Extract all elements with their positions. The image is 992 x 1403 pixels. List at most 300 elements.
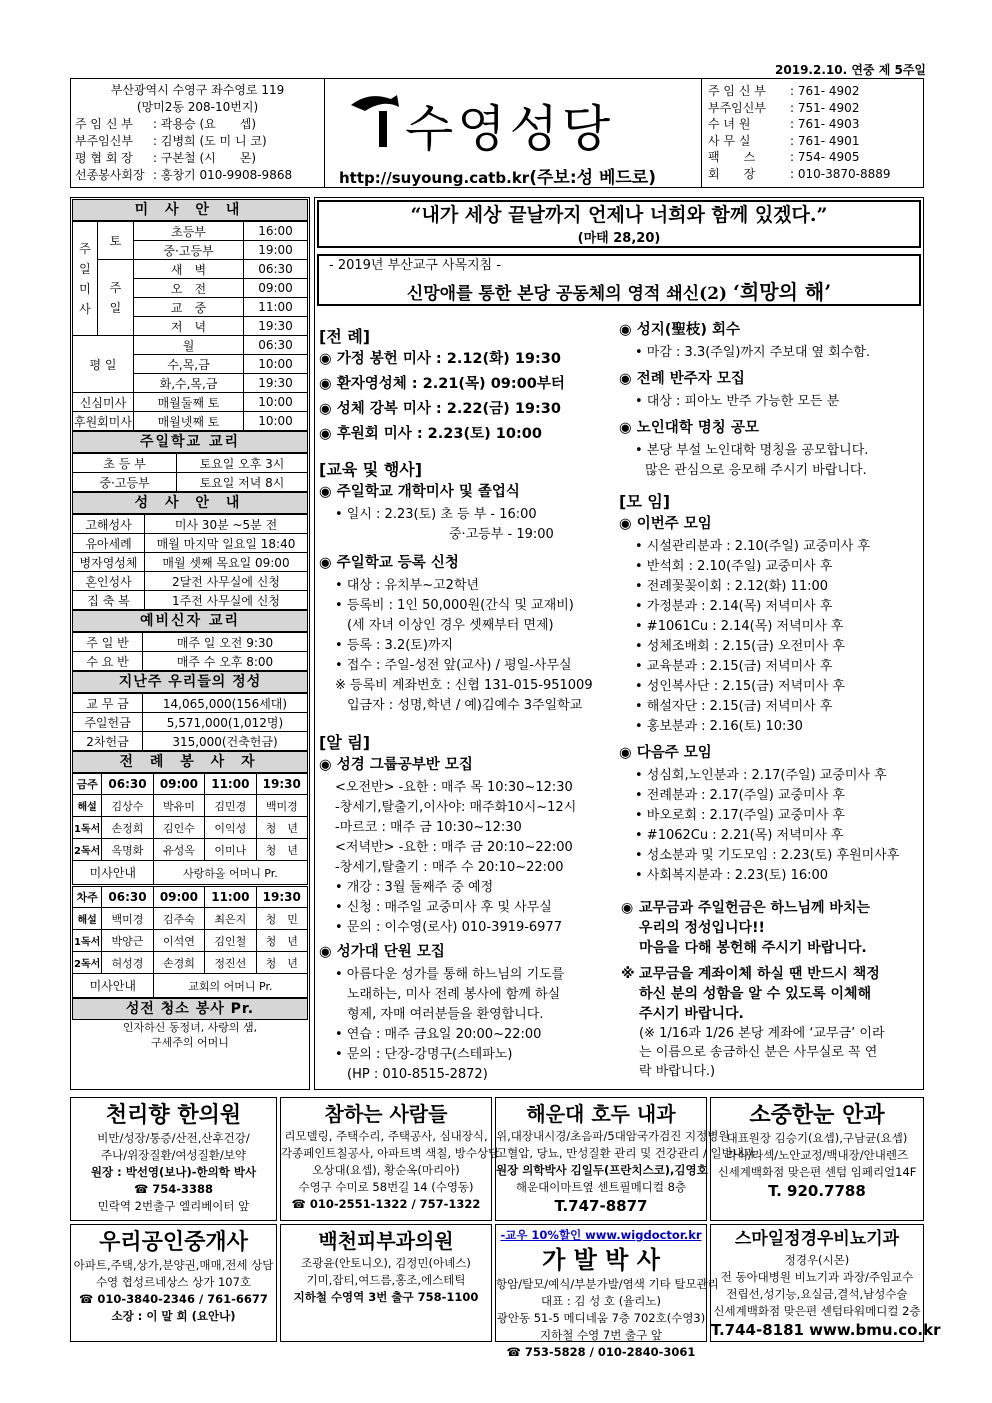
- ad-line: 수영구 수미로 58번길 14 (수영동): [298, 1180, 474, 1194]
- ad-line: 조광윤(안토니오), 김정민(아녜스): [301, 1256, 471, 1270]
- staff-name: 홍창기 010-9908-9868: [160, 168, 293, 182]
- staff-row: [75, 167, 320, 184]
- servers-head-cell: 금주: [73, 774, 102, 795]
- mass-cell: 10:00: [244, 393, 308, 412]
- list-line: • 아름다운 성가를 통해 하느님의 기도를: [335, 967, 565, 982]
- phone-number: 761- 4902: [797, 84, 860, 98]
- ad-box: [280, 1224, 492, 1342]
- liturgy-list: [319, 347, 617, 447]
- sun-label: 주 일: [97, 260, 133, 336]
- list-line: -창세기,탈출기,이사야: 매주화10시~12시: [335, 800, 577, 815]
- ad-line: 위,대장내시경/초음파/5대암국가검진 지정병원: [496, 1129, 730, 1143]
- catechumen-title: 예비신자 교리: [72, 610, 308, 632]
- liturgy-item: ◉ 환자영성체 : 2.21(목) 09:00부터: [319, 376, 565, 392]
- mass-cell: 저 녁: [133, 317, 243, 336]
- servers-cell: 해설: [73, 795, 102, 817]
- guide-value: 사랑하올 어머니 Pr.: [153, 861, 307, 885]
- school-title: 주일학교 교리: [72, 431, 308, 453]
- colon: :: [790, 166, 798, 181]
- servers-head-cell: 19:30: [256, 774, 307, 795]
- servers-cell: 백미경: [102, 908, 153, 930]
- servers-head-cell: 06:30: [102, 774, 153, 795]
- servers-tables: [72, 773, 308, 998]
- notice-item: ◉ 성가대 단원 모집: [319, 944, 445, 960]
- address-detail: (망미2동 208-10번지): [136, 100, 259, 114]
- table-row: [73, 652, 308, 671]
- tithe-line: [619, 1024, 921, 1043]
- notice-title: [알 림]: [319, 733, 371, 752]
- list-line: 노래하는, 미사 전례 봉사에 함께 하실: [347, 987, 561, 1002]
- offering-title: 지난주 우리들의 정성: [72, 671, 308, 693]
- liturgy-text: 성체 강복 미사 : 2.22(금) 19:30: [336, 401, 561, 417]
- notice-item: ◉ 성경 그룹공부반 모집: [319, 757, 473, 773]
- staff-name: 김병희 (도 미 니 코): [160, 134, 267, 148]
- row-label: 혼인성사: [73, 572, 145, 591]
- servers-cell: 2독서: [73, 839, 102, 861]
- bullet-icon: ※: [621, 966, 635, 982]
- servers-cell: 김인철: [205, 930, 256, 952]
- list-line: • 성체조배회 : 2.15(금) 오전미사 후: [635, 639, 845, 654]
- tithe-line: [619, 898, 921, 918]
- tithe-line: [619, 1062, 921, 1081]
- mass-cell: 수,목,금: [133, 355, 243, 374]
- mass-cell: 19:30: [244, 317, 308, 336]
- list-line: • 성심회,노인분과 : 2.17(주일) 교중미사 후: [635, 768, 887, 783]
- ad-title: 소중한눈 안과: [749, 1102, 885, 1128]
- ad-title: 해운대 호두 내과: [526, 1102, 676, 1126]
- colon: :: [790, 150, 798, 164]
- mass-title: 미 사 안 내: [72, 199, 308, 221]
- list-line: 입금자 : 성명,학년 / 예)김예수 3주일학교: [347, 698, 583, 713]
- tithe-text: (※ 1/16과 1/26 본당 계좌에 ‘교무금’ 이라: [639, 1026, 885, 1041]
- colon: :: [790, 84, 798, 98]
- servers-cell: 1독서: [73, 817, 102, 839]
- table-row: [73, 713, 308, 732]
- row-label: 중·고등부: [73, 473, 177, 492]
- row-label: 주 일 반: [73, 633, 143, 652]
- table-row: [73, 572, 308, 591]
- servers-cell: 이미나: [205, 839, 256, 861]
- row-label: 병자영성체: [73, 553, 145, 572]
- row-value: 1주전 사무실에 신청: [145, 591, 308, 610]
- next-week-title: ◉ 다음주 모임: [619, 745, 712, 761]
- table-row: [73, 515, 308, 534]
- mass-cell: 후원회미사: [73, 412, 134, 431]
- colon: :: [153, 151, 161, 165]
- list-line: • 등록비 : 1인 50,000원(간식 및 교재비): [335, 598, 574, 613]
- ad-line: 리모델링, 주택수리, 주택공사, 심내장식,: [284, 1129, 488, 1143]
- table-row: [73, 839, 308, 861]
- right-line: • 대상 : 피아노 반주 가능한 모든 분: [635, 394, 840, 409]
- table-row: [73, 974, 308, 998]
- list-line: • 연습 : 매주 금요일 20:00~22:00: [335, 1027, 542, 1042]
- ad-line: 해운대이마트옆 센트필메디컬 8층: [515, 1180, 687, 1194]
- tithe-text: 교무금을 계좌이체 하실 땐 반드시 책정: [639, 966, 880, 982]
- tithe-line: [619, 964, 921, 984]
- list-line: ※ 등록비 계좌번호 : 신협 131-015-951009: [335, 678, 593, 693]
- table-row: [73, 908, 308, 930]
- row-label: 교 무 금: [73, 694, 143, 713]
- tithe-text: 는 이름으로 송금하신 분은 사무실로 꼭 연: [639, 1045, 878, 1060]
- notice-lines: [319, 965, 617, 1085]
- mass-cell: 교 중: [133, 298, 243, 317]
- right-item: ◉ 전례 반주자 모집: [619, 371, 745, 387]
- mass-cell: 화,수,목,금: [133, 374, 243, 393]
- mass-cell: 초등부: [133, 222, 243, 241]
- servers-head-cell: 19:30: [256, 887, 307, 908]
- tithe-transfer-notice: [619, 964, 921, 1024]
- ad-line: 기미,잡티,여드름,홍조,에스테틱: [306, 1273, 466, 1287]
- row-value: 미사 30분 ~5분 전: [145, 515, 308, 534]
- ad-box: [495, 1097, 755, 1221]
- this-week-list: [619, 537, 921, 737]
- right-line: • 마감 : 3.3(주일)까지 주보대 옆 회수함.: [635, 345, 871, 360]
- servers-cell: 김인수: [153, 817, 204, 839]
- guide-value: 교회의 어머니 Pr.: [153, 974, 307, 998]
- table-row: [73, 473, 308, 492]
- cleaning-text: 인자하신 동정녀, 사랑의 샘,: [122, 1021, 258, 1034]
- verse-ref: (마태 28,20): [577, 231, 661, 246]
- list-line: • 접수 : 주일-성전 앞(교사) / 평일-사무실: [335, 658, 572, 673]
- bullet-icon: ◉: [621, 900, 634, 916]
- ad-line: 지하철 수영역 3번 출구 758-1100: [293, 1290, 479, 1304]
- staff-list: [75, 116, 320, 184]
- row-value: 2달전 사무실에 신청: [145, 572, 308, 591]
- row-value: 매월 셋째 목요일 09:00: [145, 553, 308, 572]
- main-area: [314, 197, 924, 1090]
- table-row: [73, 795, 308, 817]
- tithe-text: 락 바랍니다.): [639, 1064, 716, 1079]
- mass-cell: 매월넷째 토: [133, 412, 243, 431]
- right-line: • 본당 부설 노인대학 명칭을 공모합니다.: [635, 443, 869, 458]
- ad-box: [710, 1097, 924, 1221]
- tithe-line: [619, 938, 921, 958]
- liturgy-title: [전 례]: [319, 327, 371, 346]
- mass-cell: 09:00: [244, 279, 308, 298]
- list-line: <오전반> -요한 : 매주 목 10:30~12:30: [335, 780, 573, 795]
- servers-table: [72, 886, 308, 998]
- servers-cell: 박유미: [153, 795, 204, 817]
- parish-info: [71, 79, 325, 187]
- sacrament-table: [72, 514, 308, 610]
- notice-lines: [319, 778, 617, 938]
- next-week-list: [619, 766, 921, 886]
- catechumen-table: [72, 632, 308, 671]
- phone-label: 주 임 신 부: [708, 84, 766, 98]
- list-line: • 사회복지분과 : 2.23(토) 16:00: [635, 868, 829, 883]
- servers-cell: 유성옥: [153, 839, 204, 861]
- phone-list: [701, 79, 923, 187]
- meeting-title: [모 임]: [619, 492, 671, 511]
- colon: :: [790, 100, 798, 115]
- ad-line: 각종페인트칠공사, 아파트벽 색칠, 방수상담: [281, 1146, 500, 1160]
- ad-line: 주나/위장질환/여성질환/보약: [101, 1148, 246, 1162]
- list-line: -창세기,탈출기 : 매주 수 20:10~22:00: [335, 860, 564, 875]
- ad-line: 비만/성장/통증/산전,산후건강/: [97, 1131, 250, 1145]
- servers-cell: 이석연: [153, 930, 204, 952]
- row-label: 유아세례: [73, 534, 145, 553]
- phone-label: 팩 스: [708, 150, 756, 164]
- mass-cell: 10:00: [244, 355, 308, 374]
- list-line: • 문의 : 단장-강명구(스테파노): [335, 1047, 513, 1062]
- right-column: [619, 318, 921, 1081]
- list-line: • 개강 : 3월 둘째주 중 예정: [335, 880, 494, 895]
- ad-line: 지하철 수영 7번 출구 앞: [540, 1328, 662, 1342]
- ad-line: 오상대(요셉), 황순옥(마리아): [312, 1163, 460, 1177]
- servers-title: 전 례 봉 사 자: [72, 751, 308, 773]
- mass-cell: 오 전: [133, 279, 243, 298]
- edu-item: ◉ 주일학교 개학미사 및 졸업식: [319, 484, 520, 500]
- staff-row: [75, 133, 320, 150]
- servers-cell: 청 년: [256, 952, 307, 974]
- liturgy-item: ◉ 성체 강복 미사 : 2.22(금) 19:30: [319, 401, 561, 417]
- ad-line: T.744-8181 www.bmu.co.kr: [711, 1321, 941, 1339]
- right-item: ◉ 노인대학 명칭 공모: [619, 420, 759, 436]
- issue-date: 2019.2.10. 연중 제 5주일: [775, 63, 926, 77]
- row-label: 주일헌금: [73, 713, 143, 732]
- list-line: <저녁반> -요한 : 매주 금 20:10~22:00: [335, 840, 573, 855]
- ad-line: 수영 협성르네상스 상가 107호: [95, 1275, 252, 1289]
- servers-cell: 2독서: [73, 952, 102, 974]
- list-line: • 성인복사단 : 2.15(금) 저녁미사 후: [635, 679, 845, 694]
- mass-cell: 19:00: [244, 241, 308, 260]
- row-value: 매월 마지막 일요일 18:40: [145, 534, 308, 553]
- ad-box: [70, 1224, 277, 1342]
- ad-line: 아파트,주택,상가,분양권,매매,전세 상담: [73, 1258, 274, 1272]
- ad-line: 대표 : 김 성 호 (율리노): [541, 1294, 661, 1308]
- weekday-label: 평 일: [73, 336, 134, 393]
- row-value: 토요일 오후 3시: [177, 454, 308, 473]
- ad-line: 소장 : 이 말 희 (요안나): [111, 1309, 236, 1323]
- staff-role: 주 임 신 부: [75, 117, 133, 131]
- ad-line: 전 동아대병원 비뇨기과 과장/주임교수: [720, 1270, 914, 1284]
- phone-row: [708, 116, 917, 133]
- servers-head-cell: 11:00: [205, 887, 256, 908]
- servers-cell: 김민경: [205, 795, 256, 817]
- servers-cell: 해설: [73, 908, 102, 930]
- list-line: • #1061Cu : 2.14(목) 저녁미사 후: [635, 619, 844, 634]
- mass-cell: 새 벽: [133, 260, 243, 279]
- right-line: 많은 관심으로 응모해 주시기 바랍니다.: [645, 463, 867, 478]
- colon: :: [153, 134, 161, 148]
- ad-line: 전립선,성기능,요실금,결석,남성수술: [726, 1287, 908, 1301]
- ad-line: T. 920.7788: [768, 1182, 866, 1200]
- servers-head-cell: 06:30: [102, 887, 153, 908]
- liturgy-text: 환자영성체 : 2.21(목) 09:00부터: [336, 376, 565, 392]
- row-label: 수 요 반: [73, 652, 143, 671]
- ad-box: [710, 1224, 941, 1342]
- list-line: • 가정분과 : 2.14(목) 저녁미사 후: [635, 599, 833, 614]
- servers-head-cell: 09:00: [153, 774, 204, 795]
- list-line: • 홍보분과 : 2.16(토) 10:30: [635, 719, 803, 734]
- ad-line: 광안동 51-5 메디네움 7층 702호(수영3): [496, 1311, 706, 1325]
- ad-line: 신세계백화점 맞은편 센텀타워메디컬 2층: [713, 1304, 921, 1318]
- tithe-text: 주시기 바랍니다.: [639, 1006, 744, 1022]
- edu-lines: [319, 576, 617, 716]
- ad-line: 민락역 2번출구 엘리베이터 앞: [97, 1199, 250, 1213]
- phone-label: 사 무 실: [708, 133, 751, 148]
- ad-title: 가 발 박 사: [542, 1245, 660, 1274]
- mass-cell: 매월둘째 토: [133, 393, 243, 412]
- policy-box: [317, 254, 921, 306]
- ad-line: ☎ 010-3840-2346 / 761-6677: [79, 1292, 268, 1306]
- list-line: • 시설관리분과 : 2.10(주일) 교중미사 후: [635, 539, 871, 554]
- row-value: 매주 수 오후 8:00: [143, 652, 308, 671]
- mass-cell: 06:30: [244, 336, 308, 355]
- list-line: (HP : 010-8515-2872): [347, 1067, 488, 1082]
- edu-title: [교육 및 행사]: [319, 460, 423, 479]
- verse-box: [317, 200, 921, 248]
- phone-label: 부주임신부: [708, 100, 766, 115]
- row-value: 315,000(건축헌금): [143, 732, 308, 751]
- liturgy-text: 가정 봉헌 미사 : 2.12(화) 19:30: [336, 351, 561, 367]
- list-line: • 전례분과 : 2.17(주일) 교중미사 후: [635, 788, 845, 803]
- staff-name: 구본철 (시 몬): [160, 151, 256, 165]
- tithe-line: [619, 918, 921, 938]
- mass-cell: 11:00: [244, 298, 308, 317]
- ad-title: 천리향 한의원: [105, 1102, 242, 1128]
- list-line: 형제, 자매 여러분들을 환영합니다.: [347, 1007, 544, 1022]
- mass-cell: 16:00: [244, 222, 308, 241]
- servers-cell: 박양근: [102, 930, 153, 952]
- ad-title: 백천피부과의원: [318, 1229, 454, 1253]
- row-label: 고해성사: [73, 515, 145, 534]
- table-row: [73, 591, 308, 610]
- guide-label: 미사안내: [73, 974, 154, 998]
- cleaning-title: 성전 청소 봉사 Pr.: [72, 998, 308, 1020]
- sat-label: 토: [97, 222, 133, 260]
- ad-line: ☎ 753-5828 / 010-2840-3061: [506, 1345, 696, 1359]
- liturgy-item: ◉ 후원회 미사 : 2.23(토) 10:00: [319, 426, 542, 442]
- phone-label: 회 장: [708, 166, 756, 181]
- list-line: -마르코 : 매주 금 10:30~12:30: [335, 820, 522, 835]
- row-value: 매주 일 오전 9:30: [143, 633, 308, 652]
- staff-row: [75, 116, 320, 133]
- ad-title: 우리공인중개사: [99, 1229, 248, 1255]
- ad-line: T.747-8877: [554, 1197, 648, 1215]
- mass-cell: 10:00: [244, 412, 308, 431]
- staff-role: 평 협 회 장: [75, 151, 133, 165]
- table-row: [73, 633, 308, 652]
- phone-row: [708, 83, 917, 100]
- edu-line: • 일시 : 2.23(토) 초 등 부 - 16:00: [335, 507, 537, 522]
- ad-box: [280, 1097, 500, 1221]
- ad-line: 원장 의학박사 김일두(프란치스코),김영호: [496, 1163, 708, 1177]
- colon: :: [790, 117, 798, 131]
- row-label: 초 등 부: [73, 454, 177, 473]
- liturgy-item: ◉ 가정 봉헌 미사 : 2.12(화) 19:30: [319, 351, 561, 367]
- staff-role: 선종봉사회장: [75, 168, 145, 182]
- list-line: • 대상 : 유치부~고2학년: [335, 578, 480, 593]
- table-row: [73, 694, 308, 713]
- table-row: [73, 930, 308, 952]
- row-label: 집 축 복: [73, 591, 145, 610]
- phone-number: 010-3870-8889: [797, 166, 891, 181]
- servers-cell: 이익성: [205, 817, 256, 839]
- mass-cell: 신심미사: [73, 393, 134, 412]
- phone-row: [708, 133, 917, 150]
- servers-cell: 김주숙: [153, 908, 204, 930]
- list-line: • 교육분과 : 2.15(금) 저녁미사 후: [635, 659, 833, 674]
- this-week-title: ◉ 이번주 모임: [619, 516, 712, 532]
- phone-number: 751- 4902: [797, 100, 860, 115]
- parish-logo: [339, 85, 689, 158]
- phone-row: [708, 149, 917, 166]
- servers-cell: 백미경: [256, 795, 307, 817]
- servers-cell: 옥명화: [102, 839, 153, 861]
- edu-line: 중·고등부 - 19:00: [449, 527, 554, 542]
- colon: :: [153, 117, 161, 131]
- table-row: [73, 952, 308, 974]
- servers-cell: 최은지: [205, 908, 256, 930]
- ad-top-line: -교우 10%할인 www.wigdoctor.kr: [500, 1228, 702, 1242]
- phone-row: [708, 100, 917, 117]
- servers-cell: 1독서: [73, 930, 102, 952]
- table-row: [73, 817, 308, 839]
- table-row: [73, 861, 308, 885]
- tithe-contact-notice: [619, 1024, 921, 1081]
- list-line: • 반석회 : 2.10(주일) 교중미사 후: [635, 559, 833, 574]
- ad-title: 참하는 사람들: [324, 1102, 448, 1126]
- phone-number: 754- 4905: [797, 150, 860, 164]
- servers-cell: 청 년: [256, 817, 307, 839]
- school-table: [72, 453, 308, 492]
- servers-head-cell: 차주: [73, 887, 102, 908]
- servers-cell: 청 년: [256, 839, 307, 861]
- servers-cell: 정진선: [205, 952, 256, 974]
- row-value: 5,571,000(1,012명): [143, 713, 308, 732]
- phone-label: 수 녀 원: [708, 117, 751, 131]
- mass-cell: 19:30: [244, 374, 308, 393]
- address: 부산광역시 수영구 좌수영로 119: [110, 83, 285, 97]
- table-row: [73, 454, 308, 473]
- cleaning-text: 구세주의 어머니: [151, 1036, 229, 1049]
- colon: :: [153, 168, 161, 182]
- servers-head-cell: 11:00: [205, 774, 256, 795]
- ad-box: [495, 1224, 719, 1359]
- list-line: • 해설자단 : 2.15(금) 저녁미사 후: [635, 699, 833, 714]
- tithe-text: 교무금과 주일헌금은 하느님께 바치는: [639, 900, 871, 916]
- sacrament-title: 성 사 안 내: [72, 492, 308, 514]
- phone-row: [708, 166, 917, 183]
- sunday-mass-label: 주 일 미 사: [73, 222, 98, 336]
- logo-text: 수영성당: [405, 100, 615, 158]
- tithe-line: [619, 1004, 921, 1024]
- staff-name: 곽용승 (요 셉): [160, 117, 256, 131]
- edu-item: ◉ 주일학교 등록 신청: [319, 555, 459, 571]
- row-value: 토요일 저녁 8시: [177, 473, 308, 492]
- ad-line: ☎ 010-2551-1322 / 757-1322: [291, 1197, 481, 1211]
- verse-text: “내가 세상 끝날까지 언제나 너희와 함께 있겠다.”: [410, 204, 828, 226]
- mass-table: [72, 221, 308, 431]
- ad-title: 스마일정경우비뇨기과: [734, 1229, 900, 1249]
- row-label: 2차헌금: [73, 732, 143, 751]
- masthead: [70, 78, 924, 188]
- ad-line: 신세계백화점 맞은편 센텀 임페리얼14F: [717, 1165, 917, 1179]
- offering-table: [72, 693, 308, 751]
- table-row: [73, 732, 308, 751]
- servers-cell: 김상수: [102, 795, 153, 817]
- ad-box: [70, 1097, 277, 1221]
- table-row: [73, 553, 308, 572]
- mass-cell: 중·고등부: [133, 241, 243, 260]
- policy-title: 신망애를 통한 본당 공동체의 영적 쇄신(2): [406, 284, 728, 304]
- phone-number: 761- 4903: [797, 117, 860, 131]
- servers-head: [73, 774, 308, 795]
- ad-line: ☎ 754-3388: [133, 1182, 214, 1196]
- parish-url[interactable]: http://suyoung.catb.kr(주보:성 베드로): [339, 168, 656, 188]
- list-line: • 문의 : 이수영(로사) 010-3919-6977: [335, 920, 562, 935]
